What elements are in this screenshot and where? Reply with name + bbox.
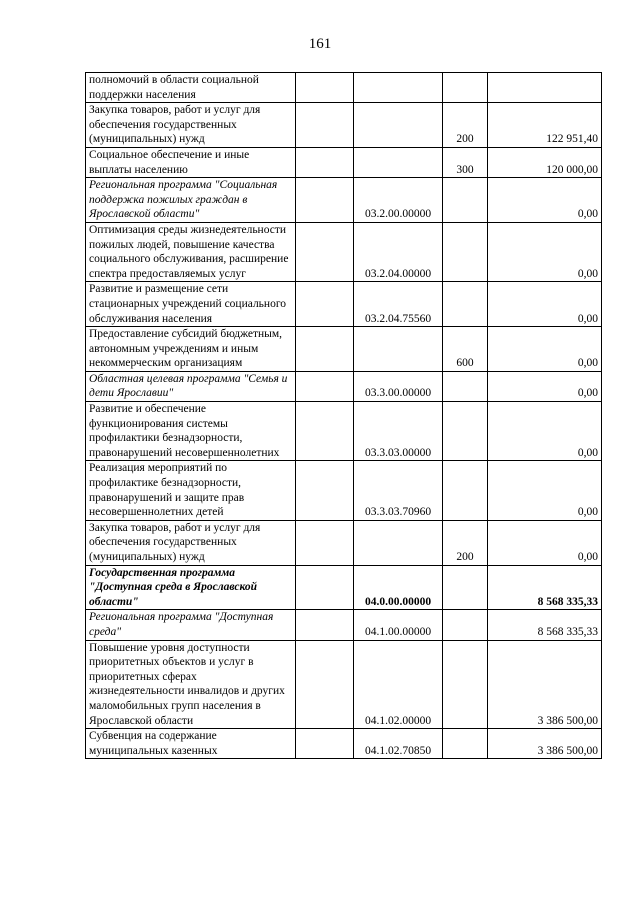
row-expense-type: 600 (443, 327, 488, 372)
row-target-code (354, 520, 443, 565)
row-expense-type: 200 (443, 103, 488, 148)
row-target-code: 04.1.02.00000 (354, 640, 443, 729)
table-row (86, 640, 602, 729)
row-target-code (354, 73, 443, 103)
table-row (86, 327, 602, 372)
row-expense-type (443, 402, 488, 461)
table-row (86, 461, 602, 520)
row-sum: 8 568 335,33 (488, 610, 602, 640)
row-target-code (354, 103, 443, 148)
row-sum: 8 568 335,33 (488, 565, 602, 610)
table-row (86, 282, 602, 327)
row-expense-type: 300 (443, 147, 488, 177)
table-row (86, 371, 602, 401)
row-target-code: 04.1.02.70850 (354, 729, 443, 759)
row-expense-type (443, 282, 488, 327)
table-row (86, 565, 602, 610)
row-expense-type (443, 73, 488, 103)
row-target-code: 03.2.00.00000 (354, 178, 443, 223)
row-name: Социальное обеспечение и иные выплаты населению (86, 147, 296, 177)
row-blank (296, 73, 354, 103)
table-row (86, 222, 602, 281)
row-name: Оптимизация среды жизнедеятельности пожилых людей, повышение качества социального обслуживания, расширение спектра предоставляемых услуг (86, 222, 296, 281)
row-sum: 3 386 500,00 (488, 729, 602, 759)
row-target-code: 03.2.04.75560 (354, 282, 443, 327)
row-sum (488, 73, 602, 103)
row-sum: 0,00 (488, 327, 602, 372)
row-name: Предоставление субсидий бюджетным, автономным учреждениям и иным некоммерческим организациям (86, 327, 296, 372)
row-blank (296, 282, 354, 327)
row-expense-type (443, 178, 488, 223)
row-expense-type: 200 (443, 520, 488, 565)
row-name: Региональная программа "Доступная среда" (86, 610, 296, 640)
row-target-code (354, 147, 443, 177)
row-sum: 120 000,00 (488, 147, 602, 177)
row-blank (296, 640, 354, 729)
row-sum: 0,00 (488, 402, 602, 461)
row-name: Развитие и обеспечение функционирования системы профилактики безнадзорности, правонарушений несовершеннолетних (86, 402, 296, 461)
row-sum: 0,00 (488, 461, 602, 520)
row-sum: 0,00 (488, 371, 602, 401)
table-row (86, 402, 602, 461)
row-blank (296, 461, 354, 520)
row-blank (296, 610, 354, 640)
row-blank (296, 402, 354, 461)
table-row (86, 520, 602, 565)
row-expense-type (443, 371, 488, 401)
row-target-code (354, 327, 443, 372)
row-blank (296, 371, 354, 401)
row-target-code: 03.3.03.00000 (354, 402, 443, 461)
page-number: 161 (308, 36, 332, 52)
row-sum: 0,00 (488, 520, 602, 565)
budget-table (85, 72, 602, 759)
row-expense-type (443, 565, 488, 610)
row-blank (296, 103, 354, 148)
row-target-code: 03.2.04.00000 (354, 222, 443, 281)
row-sum: 0,00 (488, 178, 602, 223)
row-name: Областная целевая программа "Семья и дети Ярославии" (86, 371, 296, 401)
row-sum: 0,00 (488, 222, 602, 281)
row-target-code: 04.1.00.00000 (354, 610, 443, 640)
row-sum: 3 386 500,00 (488, 640, 602, 729)
row-name: Повышение уровня доступности приоритетных объектов и услуг в приоритетных сферах жизнедеятельности инвалидов и других маломобильных групп населения в Ярославской области (86, 640, 296, 729)
row-target-code: 03.3.00.00000 (354, 371, 443, 401)
row-blank (296, 222, 354, 281)
row-blank (296, 729, 354, 759)
row-expense-type (443, 729, 488, 759)
table-row (86, 178, 602, 223)
row-blank (296, 178, 354, 223)
table-row (86, 147, 602, 177)
row-expense-type (443, 461, 488, 520)
row-name: Закупка товаров, работ и услуг для обеспечения государственных (муниципальных) нужд (86, 520, 296, 565)
row-target-code: 03.3.03.70960 (354, 461, 443, 520)
row-name: Закупка товаров, работ и услуг для обеспечения государственных (муниципальных) нужд (86, 103, 296, 148)
row-name: Реализация мероприятий по профилактике безнадзорности, правонарушений и защите прав несовершеннолетних детей (86, 461, 296, 520)
row-blank (296, 520, 354, 565)
row-sum: 122 951,40 (488, 103, 602, 148)
row-sum: 0,00 (488, 282, 602, 327)
table-row (86, 103, 602, 148)
table-row (86, 610, 602, 640)
row-expense-type (443, 610, 488, 640)
row-expense-type (443, 222, 488, 281)
row-name: полномочий в области социальной поддержки населения (86, 73, 296, 103)
row-name: Субвенция на содержание муниципальных казенных (86, 729, 296, 759)
row-name: Государственная программа "Доступная среда в Ярославской области" (86, 565, 296, 610)
row-blank (296, 147, 354, 177)
row-name: Региональная программа "Социальная поддержка пожилых граждан в Ярославской области" (86, 178, 296, 223)
row-blank (296, 565, 354, 610)
row-expense-type (443, 640, 488, 729)
row-target-code: 04.0.00.00000 (354, 565, 443, 610)
table-row (86, 73, 602, 103)
table-row (86, 729, 602, 759)
row-name: Развитие и размещение сети стационарных учреждений социального обслуживания населения (86, 282, 296, 327)
row-blank (296, 327, 354, 372)
